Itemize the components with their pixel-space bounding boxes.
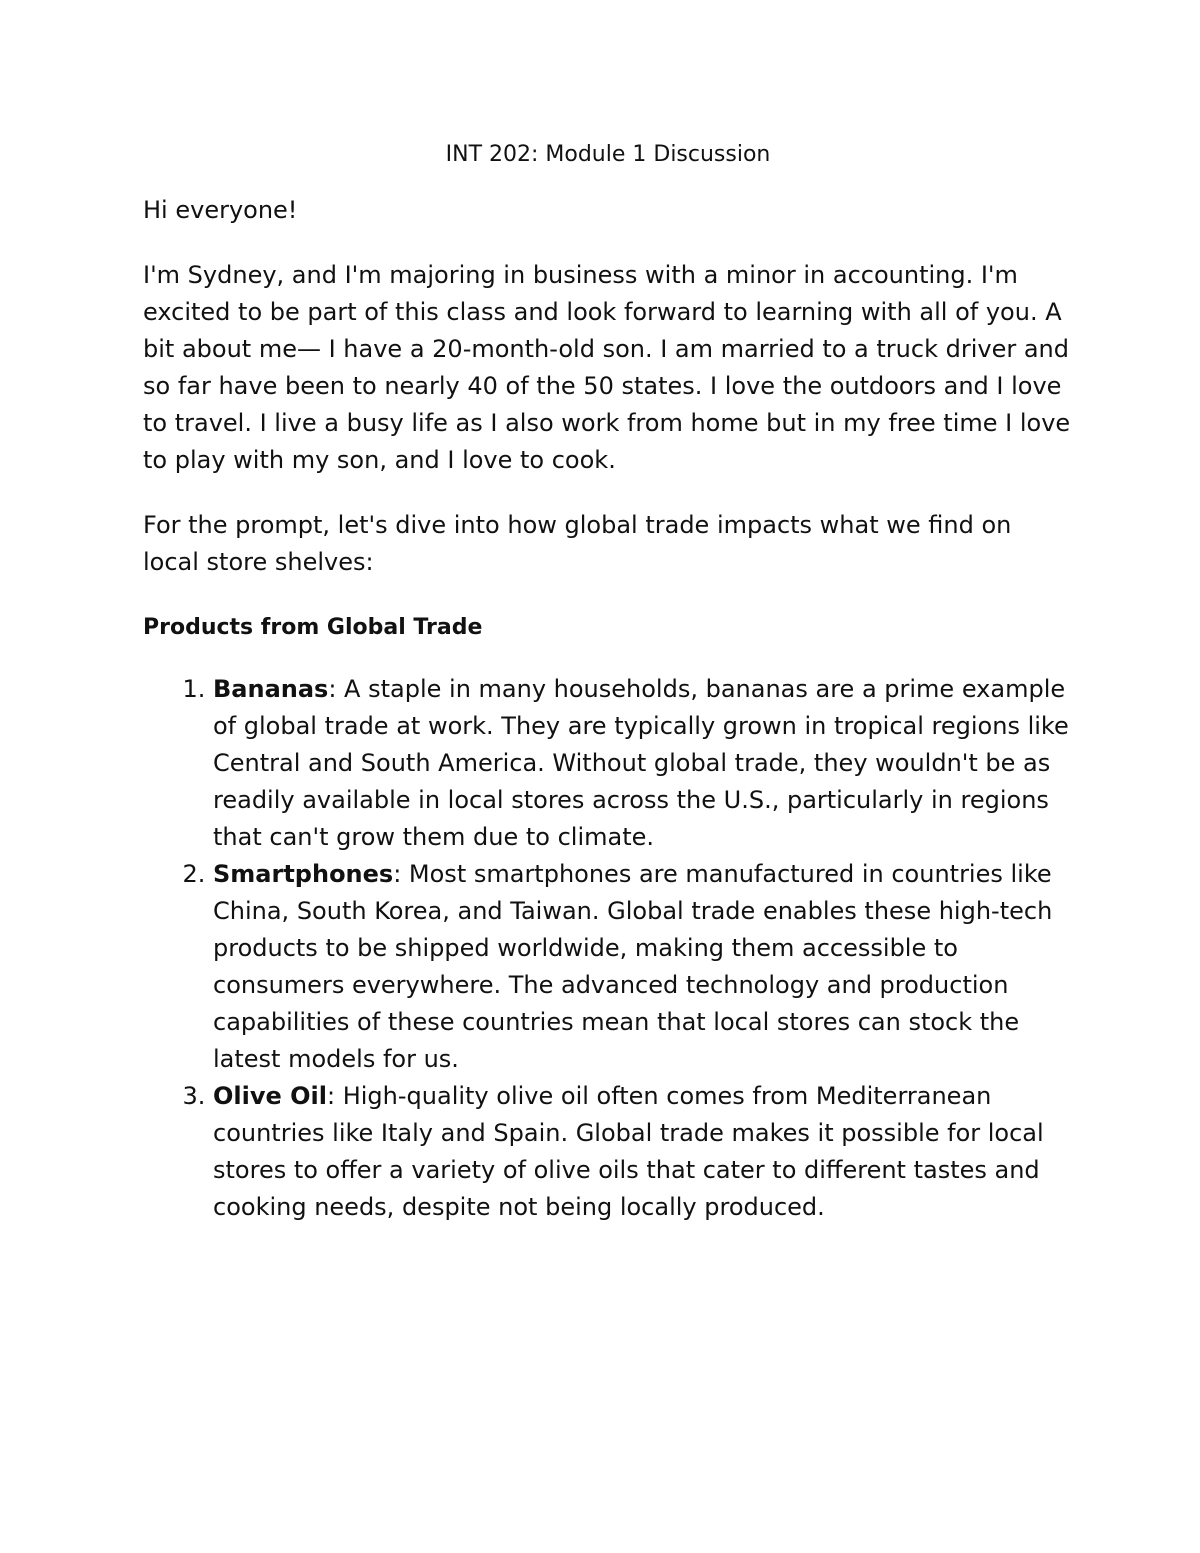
intro-paragraph: I'm Sydney, and I'm majoring in business with a minor in accounting. I'm excited to be part of this class and look forward to learning with all of you. A bit about me— I have a 20-month-old son. I am married to a truck driver and so far have been to nearly 40 of the 50 states. I love the outdoors and I love to travel. I live a busy life as I also work from home but in my free time I love to play with my son, and I love to cook.: [143, 261, 1071, 474]
list-item-text: : Most smartphones are manufactured in countries like China, South Korea, and Taiwan. Global trade enables these high-tech products to be shipped worldwide, making them accessible to consumers everywhere. The advanced technology and production capabilities of these countries mean that local stores can stock the latest models for us.: [213, 860, 1053, 1073]
list-item-text: : A staple in many households, bananas are a prime example of global trade at work. They are typically grown in tropical regions like Central and South America. Without global trade, they wouldn't be as readily available in local stores across the U.S., particularly in regions that can't grow them due to climate.: [213, 675, 1069, 851]
greeting-paragraph: Hi everyone!: [143, 196, 298, 224]
list-item-term: Smartphones: [213, 860, 394, 888]
prompt-paragraph: For the prompt, let's dive into how global trade impacts what we find on local store shelves:: [143, 511, 1012, 576]
document-title: INT 202: Module 1 Discussion: [445, 142, 771, 167]
list-item: [213, 856, 1073, 1078]
products-list: [143, 671, 1073, 1226]
list-item-term: Olive Oil: [213, 1082, 327, 1110]
list-item-text: : High-quality olive oil often comes from Mediterranean countries like Italy and Spain. Global trade makes it possible for local stores to offer a variety of olive oils that cater to different tastes and cooking needs, despite not being locally produced.: [213, 1082, 1044, 1221]
document-body: [143, 140, 1073, 1226]
list-item: [213, 1078, 1073, 1226]
list-item: [213, 671, 1073, 856]
list-item-term: Bananas: [213, 675, 329, 703]
section-heading: Products from Global Trade: [143, 615, 483, 640]
